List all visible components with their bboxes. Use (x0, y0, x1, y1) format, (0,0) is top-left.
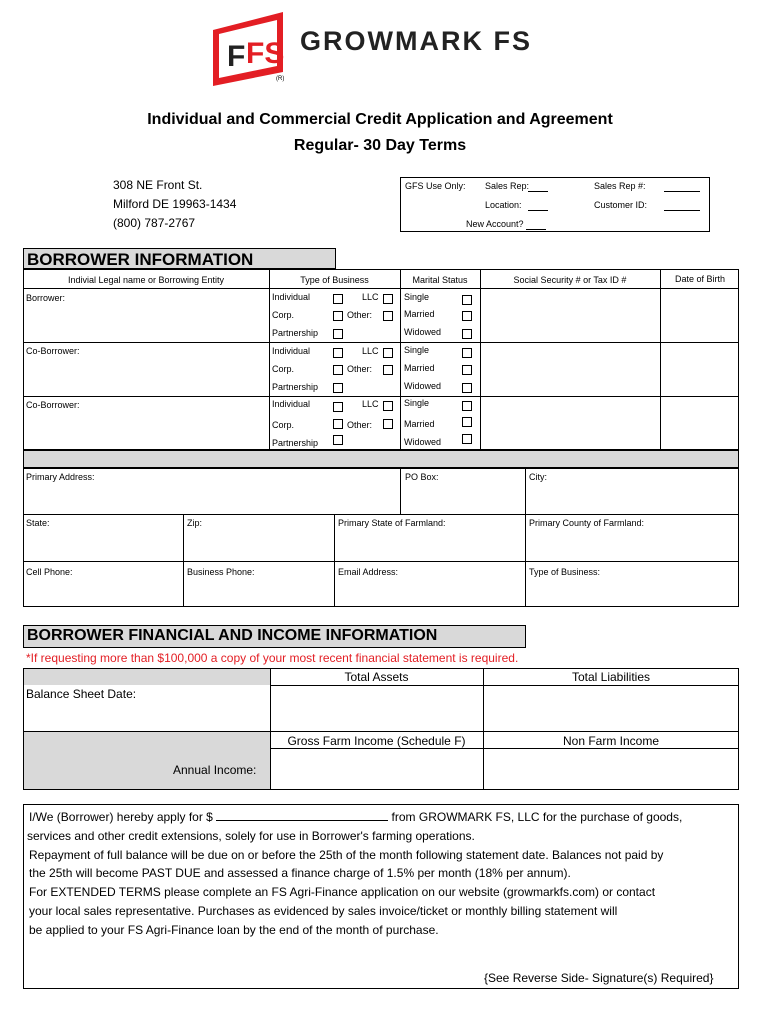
marital-single-label: Single (404, 345, 430, 355)
primary-county-label: Primary County of Farmland: (529, 518, 645, 528)
type-other-label: Other: (347, 420, 373, 430)
type-llc-label: LLC (362, 292, 379, 302)
amount-field[interactable] (216, 810, 388, 821)
non-farm-field[interactable] (484, 749, 739, 789)
type-individual-label: Individual (272, 346, 311, 356)
non-farm-header: Non Farm Income (562, 734, 660, 748)
type-other-label: Other: (347, 364, 373, 374)
address-city: Milford DE 19963-1434 (113, 197, 237, 211)
annual-income-label: Annual Income: (173, 763, 257, 777)
office-use-label: GFS Use Only: (405, 181, 466, 191)
city-label: City: (529, 472, 547, 482)
page-subtitle: Regular- 30 Day Terms (293, 137, 467, 154)
email-label: Email Address: (338, 567, 399, 577)
customer-id-field[interactable] (664, 210, 700, 211)
type-partnership-label: Partnership (272, 438, 319, 448)
agreement-line-5: For EXTENDED TERMS please complete an FS Agri-Finance application on our website (growmarkfs.com) or contact (29, 885, 656, 899)
agreement-line-3: Repayment of full balance will be due on or before the 25th of the month following statement date. Balances not paid by (29, 848, 664, 862)
state-label: State: (26, 518, 50, 528)
type-individual-checkbox[interactable] (333, 294, 343, 304)
primary-state-label: Primary State of Farmland: (338, 518, 446, 528)
type-individual-checkbox[interactable] (333, 402, 343, 412)
marital-married-checkbox[interactable] (462, 417, 472, 427)
marital-widowed-label: Widowed (404, 437, 442, 447)
marital-widowed-checkbox[interactable] (462, 329, 472, 339)
marital-widowed-label: Widowed (404, 327, 442, 337)
col-header-dob: Date of Birth (674, 274, 726, 284)
page-title: Individual and Commercial Credit Application and Agreement (147, 111, 613, 128)
borrower-spacer-bar (23, 450, 739, 468)
sales-rep-field[interactable] (528, 191, 548, 192)
logo-mark: FS (246, 37, 285, 70)
address-street: 308 NE Front St. (113, 178, 203, 192)
type-partnership-label: Partnership (272, 382, 319, 392)
company-name: GROWMARK FS (300, 26, 532, 56)
type-individual-label: Individual (272, 292, 311, 302)
marital-single-checkbox[interactable] (462, 295, 472, 305)
location-field[interactable] (528, 210, 548, 211)
type-partnership-checkbox[interactable] (333, 383, 343, 393)
agreement-line-1 (29, 810, 682, 824)
financial-notice: *If requesting more than $100,000 a copy of your most recent financial statement is required. (26, 651, 519, 665)
marital-widowed-label: Widowed (404, 381, 442, 391)
type-llc-label: LLC (362, 399, 379, 409)
marital-single-checkbox[interactable] (462, 401, 472, 411)
type-corp-checkbox[interactable] (333, 365, 343, 375)
type-other-checkbox[interactable] (383, 365, 393, 375)
type-partnership-label: Partnership (272, 328, 319, 338)
gross-farm-header: Gross Farm Income (Schedule F) (287, 734, 466, 748)
type-other-checkbox[interactable] (383, 419, 393, 429)
address-phone: (800) 787-2767 (113, 216, 196, 230)
type-llc-label: LLC (362, 346, 379, 356)
type-llc-checkbox[interactable] (383, 294, 393, 304)
agreement-footer: {See Reverse Side- Signature(s) Required} (484, 971, 714, 985)
col-header-marital: Marital Status (412, 275, 468, 285)
marital-married-label: Married (404, 363, 435, 373)
marital-single-label: Single (404, 398, 430, 408)
marital-married-label: Married (404, 419, 435, 429)
type-of-business-label: Type of Business: (529, 567, 601, 577)
co-borrower-label: Co-Borrower: (26, 346, 80, 356)
type-corp-label: Corp. (272, 420, 295, 430)
type-individual-label: Individual (272, 399, 311, 409)
type-corp-checkbox[interactable] (333, 311, 343, 321)
business-phone-label: Business Phone: (187, 567, 255, 577)
customer-id-label: Customer ID: (594, 200, 648, 210)
primary-address-label: Primary Address: (26, 472, 95, 482)
sales-rep-label: Sales Rep: (485, 181, 530, 191)
cell-phone-label: Cell Phone: (26, 567, 73, 577)
agreement-apply-prefix: I/We (Borrower) hereby apply for $ (29, 810, 213, 824)
type-other-label: Other: (347, 310, 373, 320)
zip-label: Zip: (187, 518, 203, 528)
type-other-checkbox[interactable] (383, 311, 393, 321)
col-header-type: Type of Business (300, 275, 369, 285)
marital-single-label: Single (404, 292, 430, 302)
marital-married-checkbox[interactable] (462, 365, 472, 375)
svg-text:F: F (227, 40, 246, 73)
po-box-label: PO Box: (405, 472, 439, 482)
financial-header-text: BORROWER FINANCIAL AND INCOME INFORMATION (27, 627, 438, 644)
col-header-name: Indivial Legal name or Borrowing Entity (67, 275, 225, 285)
agreement-line-6: your local sales representative. Purchases as evidenced by sales invoice/ticket or monthly billing statement will (29, 904, 618, 918)
sales-rep-num-field[interactable] (664, 191, 700, 192)
type-corp-label: Corp. (272, 364, 295, 374)
marital-widowed-checkbox[interactable] (462, 434, 472, 444)
gross-farm-field[interactable] (271, 749, 483, 789)
sales-rep-num-label: Sales Rep #: (594, 181, 646, 191)
marital-married-label: Married (404, 309, 435, 319)
type-llc-checkbox[interactable] (383, 348, 393, 358)
new-account-field[interactable] (526, 229, 546, 230)
total-liabilities-field[interactable] (484, 686, 739, 731)
total-assets-header: Total Assets (344, 670, 409, 684)
type-corp-checkbox[interactable] (333, 419, 343, 429)
total-assets-field[interactable] (271, 686, 483, 731)
borrower-label: Borrower: (26, 293, 66, 303)
logo-registered: (R) (276, 76, 285, 82)
co-borrower-label: Co-Borrower: (26, 400, 80, 410)
borrower-rows (23, 288, 739, 450)
borrower-header-text: BORROWER INFORMATION (27, 250, 254, 269)
type-partnership-checkbox[interactable] (333, 435, 343, 445)
agreement-line-7: be applied to your FS Agri-Finance loan by the end of the month of purchase. (29, 923, 439, 937)
location-label: Location: (485, 200, 522, 210)
type-partnership-checkbox[interactable] (333, 329, 343, 339)
col-header-ssn: Social Security # or Tax ID # (513, 275, 627, 285)
agreement-apply-suffix: from GROWMARK FS, LLC for the purchase of goods, (391, 810, 683, 824)
total-liabilities-header: Total Liabilities (571, 670, 651, 684)
type-llc-checkbox[interactable] (383, 401, 393, 411)
marital-single-checkbox[interactable] (462, 348, 472, 358)
balance-sheet-label: Balance Sheet Date: (26, 687, 137, 701)
type-individual-checkbox[interactable] (333, 348, 343, 358)
marital-widowed-checkbox[interactable] (462, 383, 472, 393)
type-corp-label: Corp. (272, 310, 295, 320)
new-account-label: New Account? (466, 219, 524, 229)
agreement-line-2: services and other credit extensions, solely for use in Borrower's farming operations. (27, 829, 475, 843)
contact-grid (23, 468, 739, 607)
agreement-line-4: the 25th will become PAST DUE and assessed a finance charge of 1.5% per month (18% per annum). (29, 866, 571, 880)
marital-married-checkbox[interactable] (462, 311, 472, 321)
